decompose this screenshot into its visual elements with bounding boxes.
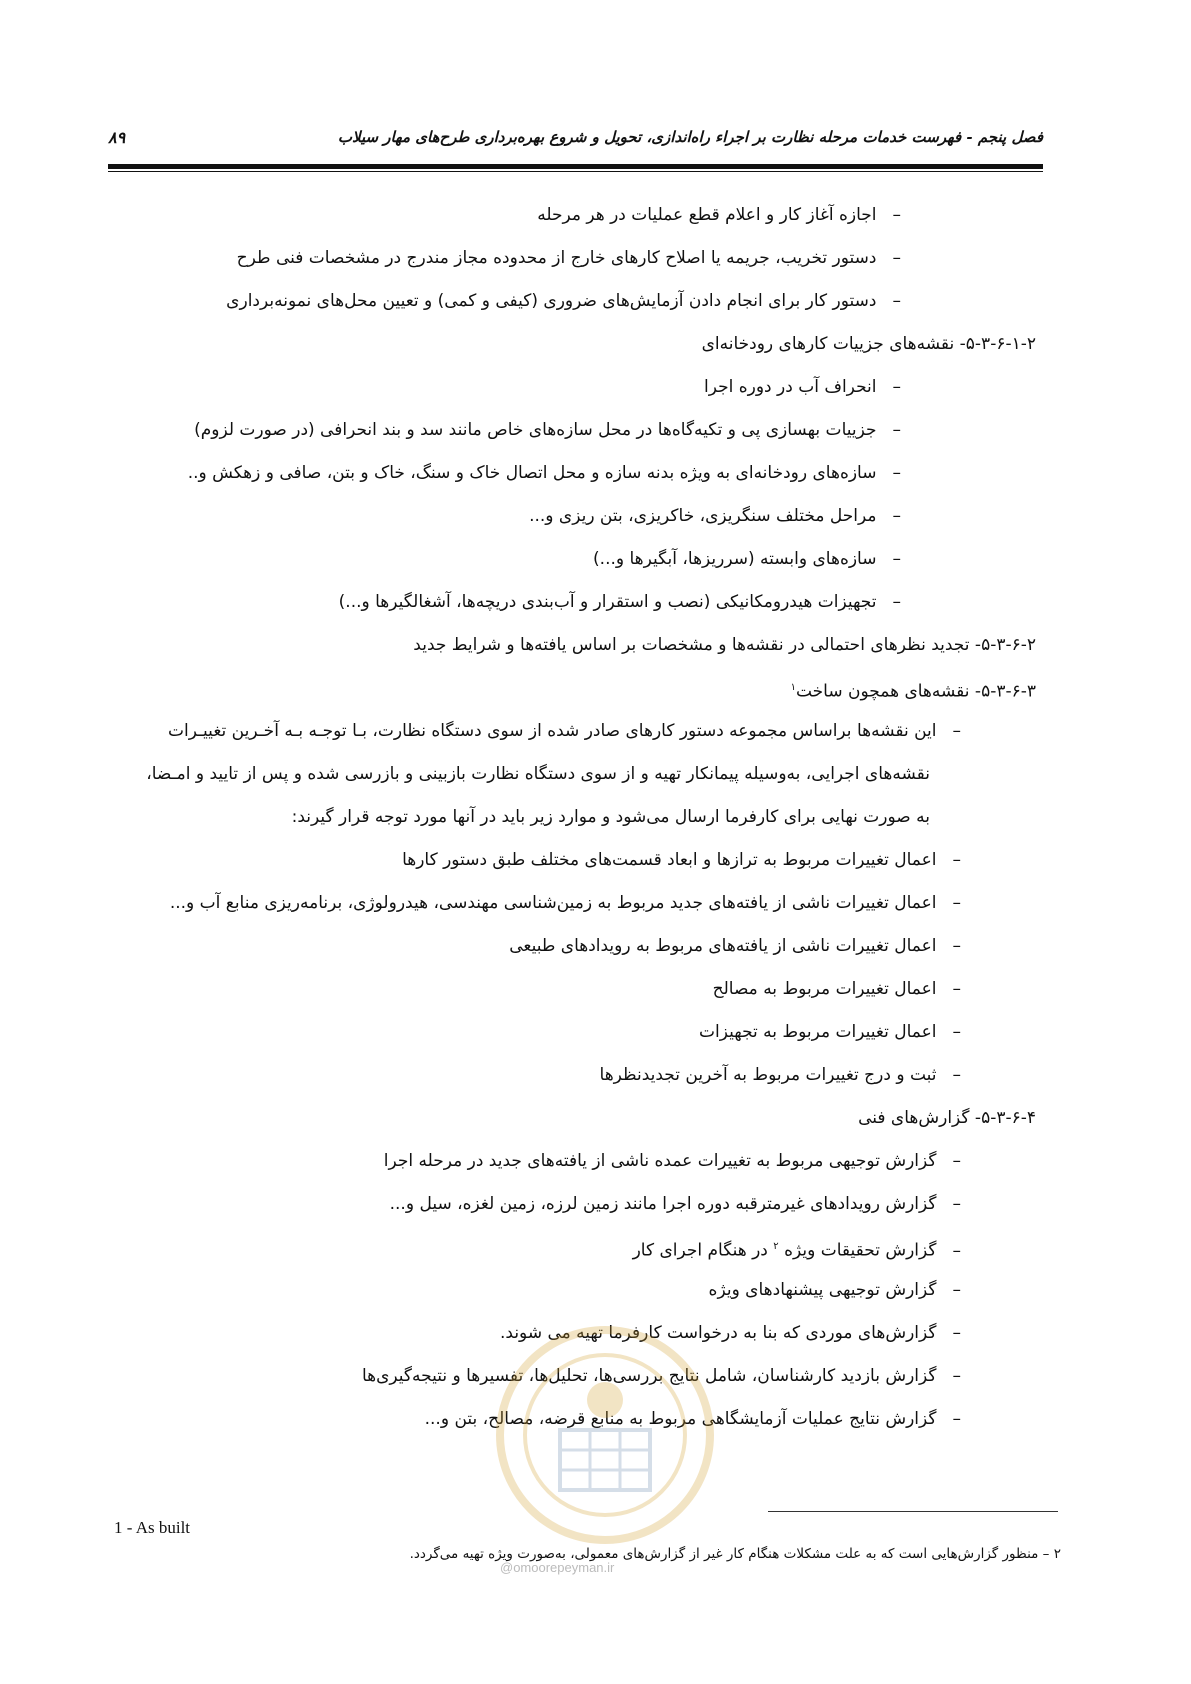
list-item: –ثبت و درج تغییرات مربوط به آخرین تجدیدنظرها	[599, 1065, 961, 1085]
section-heading: ۵-۳-۶-۴- گزارش‌های فنی	[858, 1108, 1036, 1128]
section-heading: ۵-۳-۶-۲- تجدید نظرهای احتمالی در نقشه‌ها و مشخصات بر اساس یافته‌ها و شرایط جدید	[413, 635, 1036, 655]
footnote-ref: ۲	[773, 1241, 779, 1252]
list-item: –گزارش نتایج عملیات آزمایشگاهی مربوط به منابع قرضه، مصالح، بتن و...	[424, 1409, 961, 1429]
footnote-ref: ۱	[790, 682, 796, 693]
list-item: –جزییات بهسازی پی و تکیه‌گاه‌ها در محل سازه‌های خاص مانند سد و بند انحرافی (در صورت لزوم)	[194, 420, 901, 440]
page-number: ۸۹	[108, 128, 126, 147]
list-item: –دستور کار برای انجام دادن آزمایش‌های ضروری (کیفی و کمی) و تعیین محل‌های نمونه‌برداری	[226, 291, 901, 311]
list-item: –اعمال تغییرات ناشی از یافته‌های مربوط به رویدادهای طبیعی	[509, 936, 961, 956]
section-heading: ۵-۳-۶-۱-۲- نقشه‌های جزییات کارهای رودخانه‌ای	[701, 334, 1036, 354]
list-item: –دستور تخریب، جریمه یا اصلاح کارهای خارج از محدوده مجاز مندرج در مشخصات فنی طرح	[236, 248, 901, 268]
footnote-rule	[768, 1511, 1058, 1512]
list-item: –سازه‌های رودخانه‌ای به ویژه بدنه سازه و محل اتصال خاک و سنگ، خاک و بتن، صافی و زهکش و..	[187, 463, 901, 483]
list-item: –انحراف آب در دوره اجرا	[703, 377, 901, 397]
list-item: –گزارش تحقیقات ویژه $^۲$ در هنگام اجرای کار	[632, 1240, 961, 1261]
list-item: –گزارش‌های موردی که بنا به درخواست کارفرما تهیه می شوند.	[500, 1323, 961, 1343]
list-item: –گزارش توجیهی مربوط به تغییرات عمده ناشی از یافته‌های جدید در مرحله اجرا	[383, 1151, 961, 1171]
footnote-2: ۲ – منظور گزارش‌هایی است که به علت مشکلات هنگام کار غیر از گزارش‌های معمولی، به‌صورت ویژه تهیه می‌گردد.	[409, 1546, 1061, 1562]
list-item: –این نقشه‌ها براساس مجموعه دستور کارهای صادر شده از سوی دستگاه نظارت، بـا توجـه بـه آخـرین تغییـرات	[167, 721, 961, 741]
list-item: –تجهیزات هیدرومکانیکی (نصب و استقرار و آب‌بندی دریچه‌ها، آشغالگیرها و...)	[338, 592, 901, 612]
list-item: –گزارش توجیهی پیشنهادهای ویژه	[708, 1280, 961, 1300]
chapter-title: فصل پنجم - فهرست خدمات مرحله نظارت بر اجراء راه‌اندازی، تحویل و شروع بهره‌برداری طرح‌های مهار سیلاب	[337, 128, 1043, 146]
section-heading: ۵-۳-۶-۳- نقشه‌های همچون ساخت$^۱$	[790, 681, 1036, 702]
list-item: –اعمال تغییرات مربوط به تجهیزات	[699, 1022, 961, 1042]
list-item: –سازه‌های وابسته (سرریزها، آبگیرها و...)	[593, 549, 901, 569]
watermark-text: @omoorepeyman.ir	[500, 1560, 615, 1575]
paragraph-line: به صورت نهایی برای کارفرما ارسال می‌شود و موارد زیر باید در آنها مورد توجه قرار گیرند:	[291, 807, 930, 827]
seal-icon	[490, 1320, 720, 1550]
list-item: –مراحل مختلف سنگریزی، خاکریزی، بتن ریزی و...	[529, 506, 901, 526]
list-item: –گزارش بازدید کارشناسان، شامل نتایج بررسی‌ها، تحلیل‌ها، تفسیرها و نتیجه‌گیری‌ها	[361, 1366, 961, 1386]
list-item: –اعمال تغییرات ناشی از یافته‌های جدید مربوط به زمین‌شناسی مهندسی، هیدرولوژی، برنامه‌ریزی منابع آب و...	[169, 893, 961, 913]
list-item: –گزارش رویدادهای غیرمترقبه دوره اجرا مانند زمین لرزه، زمین لغزه، سیل و...	[389, 1194, 961, 1214]
list-item: –اعمال تغییرات مربوط به ترازها و ابعاد قسمت‌های مختلف طبق دستور کارها	[402, 850, 961, 870]
footnote-1: 1 - As built	[114, 1518, 191, 1537]
list-item: –اجازه آغاز کار و اعلام قطع عملیات در هر مرحله	[537, 205, 901, 225]
list-item: –اعمال تغییرات مربوط به مصالح	[712, 979, 961, 999]
paragraph-line: نقشه‌های اجرایی، به‌وسیله پیمانکار تهیه و از سوی دستگاه نظارت بازبینی و بازرسی شده و پس از تایید و امـضا،	[146, 764, 930, 784]
